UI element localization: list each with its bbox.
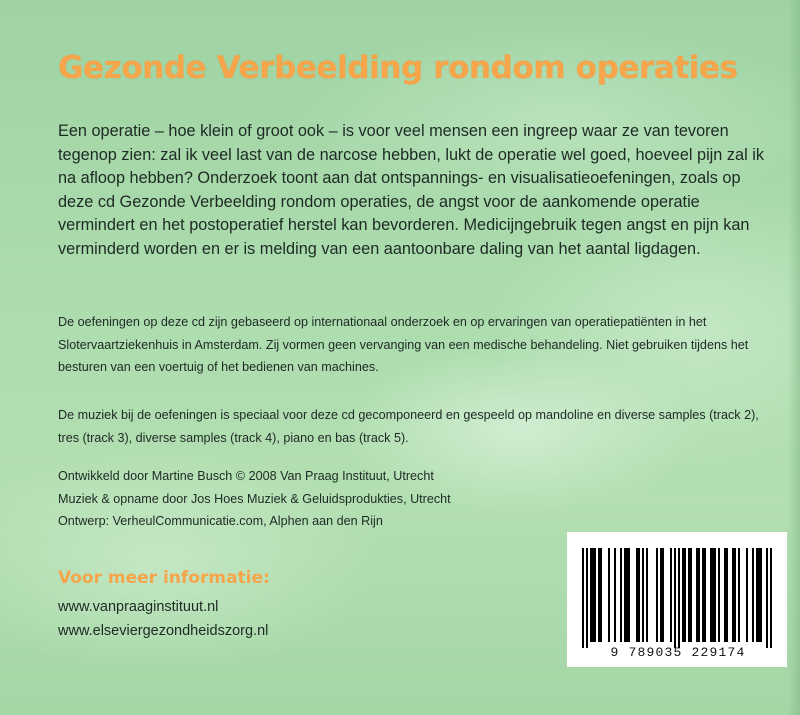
barcode-bar: [678, 548, 680, 648]
music-paragraph: De muziek bij de oefeningen is speciaal voor deze cd gecomponeerd en gespeeld op mandoline en diverse samples (track 2), tres (track 3), diverse samples (track 4), piano en bas (track 5).: [58, 408, 759, 445]
barcode-bar: [682, 548, 684, 642]
barcode-bar: [718, 548, 720, 642]
exercises-paragraph: De oefeningen op deze cd zijn gebaseerd op internationaal onderzoek en op ervaringen van operatiepatiënten in het Slotervaartziekenhuis in Amsterdam. Zij vormen geen vervanging van een medische behandeling. Niet gebruiken tijdens het besturen van een voertuig of het bedienen van machines.: [58, 315, 749, 374]
barcode-bar: [746, 548, 748, 642]
website-link-vanpraag: www.vanpraaginstituut.nl: [58, 599, 219, 615]
barcode-bar: [704, 548, 706, 642]
barcode-bar: [582, 548, 584, 648]
cover-title: Gezonde Verbeelding rondom operaties: [58, 50, 738, 86]
isbn-number: 9 789035 229174: [610, 645, 746, 660]
credit-developed-by: Ontwikkeld door Martine Busch © 2008 Van Praag Instituut, Utrecht: [58, 469, 434, 483]
barcode-bar: [724, 548, 726, 642]
barcode-bar: [614, 548, 616, 642]
barcode-bar: [710, 548, 712, 642]
barcode-bar: [696, 548, 698, 642]
barcode-bar: [592, 548, 594, 642]
barcode-bar: [698, 548, 700, 642]
barcode-bar: [656, 548, 658, 642]
barcode-bar: [642, 548, 644, 642]
barcode-bar: [712, 548, 714, 642]
barcode-bar: [758, 548, 760, 642]
barcode-bar: [600, 548, 602, 642]
intro-paragraph: Een operatie – hoe klein of groot ook – is voor veel mensen een ingreep waar ze van tevoren tegenop zien: zal ik veel last van de narcose hebben, lukt de operatie wel goed, hoeveel pijn zal ik na afloop hebben? Onderzoek toont aan dat ontspannings- en visualisatieoefeningen, zoals op deze cd Gezonde Verbeelding rondom operaties, de angst voor de aankomende operatie vermindert en het postoperatief herstel kan bevorderen. Medicijngebruik tegen angst en pijn kan verminderd worden en er is melding van een aantoonbare daling van het aantal ligdagen.: [58, 122, 764, 258]
barcode-bar: [598, 548, 600, 642]
barcode-bar: [638, 548, 640, 642]
barcode-bar: [620, 548, 622, 642]
credit-music: Muziek & opname door Jos Hoes Muziek & Geluidsprodukties, Utrecht: [58, 491, 451, 506]
barcode-bar: [628, 548, 630, 642]
credits-block: [58, 465, 658, 533]
barcode-bar: [660, 548, 662, 642]
info-heading: Voor meer informatie:: [58, 568, 270, 588]
barcode-bar: [752, 548, 754, 642]
barcode-bar: [732, 548, 734, 642]
barcode-bar: [684, 548, 686, 642]
website-links: [58, 596, 268, 643]
credit-design: Ontwerp: VerheulCommunicatie.com, Alphen aan den Rijn: [58, 514, 383, 528]
barcode-bar: [760, 548, 762, 642]
barcode-bar: [674, 548, 676, 648]
barcode-bar: [624, 548, 626, 642]
barcode-bar: [766, 548, 768, 648]
barcode-bar: [770, 548, 772, 648]
barcode-bar: [636, 548, 638, 642]
barcode-bar: [590, 548, 592, 642]
barcode-bar: [714, 548, 716, 642]
barcode: [567, 532, 787, 667]
barcode-bar: [608, 548, 610, 642]
barcode-bar: [738, 548, 740, 642]
barcode-bar: [626, 548, 628, 642]
spine-edge: [788, 0, 800, 715]
barcode-bar: [756, 548, 758, 642]
barcode-bar: [734, 548, 736, 642]
barcode-bar: [688, 548, 690, 642]
barcode-bar: [690, 548, 692, 642]
website-link-elsevier: www.elseviergezondheidszorg.nl: [58, 622, 269, 639]
barcode-bar: [670, 548, 672, 642]
barcode-bar: [586, 548, 588, 648]
barcode-bar: [594, 548, 596, 642]
barcode-bar: [726, 548, 728, 642]
barcode-bar: [646, 548, 648, 642]
barcode-bar: [662, 548, 664, 642]
barcode-bar: [702, 548, 704, 642]
